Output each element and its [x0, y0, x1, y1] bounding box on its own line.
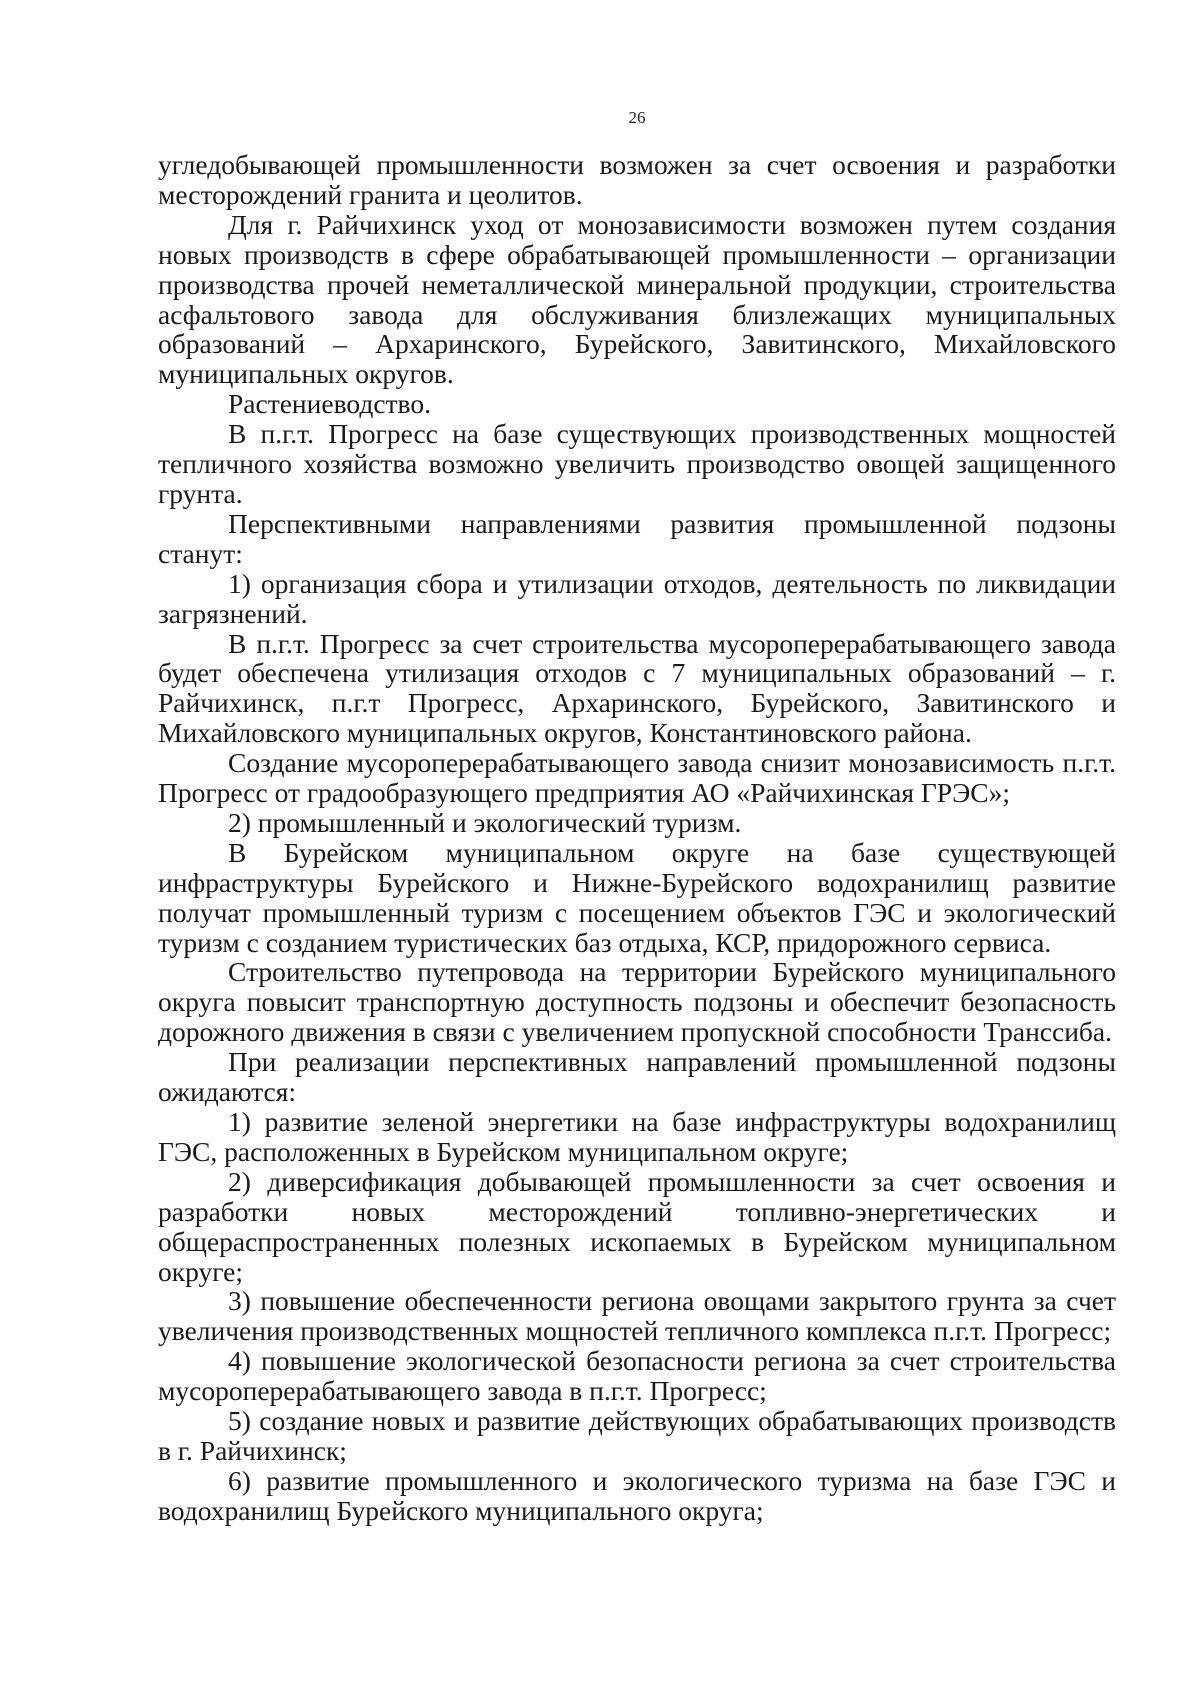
paragraph: Создание мусороперерабатывающего завода снизит монозависимость п.г.т. Прогресс от градообразующего предприятия АО «Райчихинская ГРЭС»;	[158, 747, 1116, 809]
paragraph: В п.г.т. Прогресс на базе существующих производственных мощностей тепличного хозяйства возможно увеличить производство овощей защищенного грунта.	[158, 418, 1116, 509]
list-item: 1) развитие зеленой энергетики на базе инфраструктуры водохранилищ ГЭС, расположенных в Бурейском муниципальном округе;	[158, 1106, 1116, 1167]
paragraph: При реализации перспективных направлений промышленной подзоны ожидаются:	[158, 1046, 1116, 1108]
list-item: 2) диверсификация добывающей промышленности за счет освоения и разработки новых месторождений топливно-энергетических и общераспространенных полезных ископаемых в Бурейском муниципальном округе;	[158, 1165, 1116, 1287]
list-item: 2) промышленный и экологический туризм.	[228, 806, 742, 838]
section-heading: Растениеводство.	[228, 388, 431, 420]
list-item: 3) повышение обеспеченности региона овощами закрытого грунта за счет увеличения производственных мощностей тепличного комплекса п.г.т. Прогресс;	[158, 1285, 1116, 1347]
paragraph: Перспективными направлениями развития промышленной подзоны станут:	[158, 507, 1116, 569]
paragraph: В Бурейском муниципальном округе на базе существующей инфраструктуры Бурейского и Нижне-Бурейского водохранилищ развитие получат промышленный туризм с посещением объектов ГЭС и экологический туризм с созданием туристических баз отдыха, КСР, придорожного сервиса.	[158, 836, 1116, 958]
document-body	[158, 150, 1116, 1526]
list-item: 5) создание новых и развитие действующих обрабатывающих производств в г. Райчихинск;	[158, 1405, 1116, 1466]
page-number: 26	[628, 108, 646, 127]
paragraph: Для г. Райчихинск уход от монозависимости возможен путем создания новых производств в сфере обрабатывающей промышленности – организации производства прочей неметаллической минеральной продукции, строительства асфальтового завода для обслуживания близлежащих муниципальных образований – Архаринского, Бурейского, Завитинского, Михайловского муниципальных округов.	[158, 208, 1116, 390]
paragraph: Строительство путепровода на территории Бурейского муниципального округа повысит транспортную доступность подзоны и обеспечит безопасность дорожного движения в связи с увеличением пропускной способности Транссиба.	[158, 956, 1116, 1048]
list-item: 6) развитие промышленного и экологического туризма на базе ГЭС и водохранилищ Бурейского муниципального округа;	[158, 1464, 1116, 1526]
paragraph: угледобывающей промышленности возможен за счет освоения и разработки месторождений гранита и цеолитов.	[158, 149, 1116, 210]
list-item: 4) повышение экологической безопасности региона за счет строительства мусороперерабатывающего завода в п.г.т. Прогресс;	[158, 1345, 1116, 1407]
list-item: 1) организация сбора и утилизации отходов, деятельность по ликвидации загрязнений.	[158, 567, 1116, 629]
paragraph: В п.г.т. Прогресс за счет строительства мусороперерабатывающего завода будет обеспечена утилизация отходов с 7 муниципальных образований – г. Райчихинск, п.г.т Прогресс, Архаринского, Бурейского, Завитинского и Михайловского муниципальных округов, Константиновского района.	[158, 627, 1116, 749]
